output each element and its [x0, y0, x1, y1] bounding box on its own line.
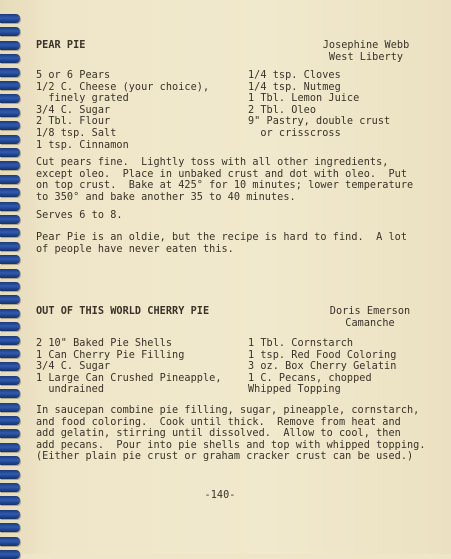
- binding-ring: [0, 175, 20, 184]
- ingredient: 2 Tbl. Oleo: [248, 104, 317, 116]
- ingredient: 1 Large Can Crushed Pineapple,: [36, 372, 222, 384]
- binding-ring: [0, 282, 20, 291]
- binding-ring: [0, 108, 20, 117]
- binding-ring: [0, 403, 20, 412]
- ingredient: 2 Tbl. Flour: [36, 116, 111, 128]
- binding-ring: [0, 68, 20, 77]
- binding-ring: [0, 41, 20, 50]
- binding-ring: [0, 269, 20, 278]
- recipe-author: Josephine Webb: [322, 40, 410, 51]
- binding-ring: [0, 376, 20, 385]
- ingredient: 1/4 tsp. Cloves: [248, 70, 341, 81]
- binding-ring: [0, 188, 20, 197]
- binding-ring: [0, 215, 20, 224]
- binding-ring: [0, 429, 20, 438]
- direction-line: In saucepan combine pie filling, sugar, pineapple, cornstarch,: [36, 405, 420, 416]
- binding-ring: [0, 228, 20, 237]
- ingredient: 1/4 tsp. Nutmeg: [248, 81, 341, 93]
- binding-ring: [0, 416, 20, 425]
- direction-line: on top crust. Bake at 425° for 10 minutes; lower temperature: [36, 180, 414, 192]
- binding-ring: [0, 523, 20, 532]
- binding-ring: [0, 242, 20, 251]
- ingredient: 1 tsp. Red Food Coloring: [248, 349, 397, 361]
- direction-line: to 350° and bake another 35 to 40 minutes.: [36, 191, 296, 203]
- page-number: -140-: [204, 490, 236, 501]
- binding-ring: [0, 81, 20, 90]
- ingredient: 1 C. Pecans, chopped: [248, 372, 372, 384]
- binding-ring: [0, 54, 20, 63]
- binding-ring: [0, 309, 20, 318]
- ingredient: 3/4 C. Sugar: [36, 104, 111, 116]
- binding-ring: [0, 389, 20, 398]
- note-line: of people have never eaten this.: [36, 243, 234, 255]
- binding-ring: [0, 443, 20, 452]
- ingredient: or crisscross: [248, 128, 341, 139]
- binding-ring: [0, 255, 20, 264]
- ingredient: 3 oz. Box Cherry Gelatin: [248, 361, 397, 373]
- binding-ring: [0, 135, 20, 144]
- ingredient: 1/2 C. Cheese (your choice),: [36, 81, 210, 93]
- recipe-title: OUT OF THIS WORLD CHERRY PIE: [36, 306, 210, 317]
- binding-ring: [0, 483, 20, 492]
- ingredient: 9" Pastry, double crust: [248, 116, 391, 128]
- recipe-author: Doris Emerson: [329, 306, 411, 317]
- ingredient: 1 Can Cherry Pie Filling: [36, 349, 185, 361]
- direction-line: add gelatin, stirring until dissolved. Allow to cool, then: [36, 428, 401, 440]
- recipe-serves: Serves 6 to 8.: [36, 210, 123, 221]
- binding-ring: [0, 295, 20, 304]
- recipe-location: West Liberty: [328, 51, 404, 63]
- binding-ring: [0, 161, 20, 170]
- binding-ring: [0, 121, 20, 130]
- binding-ring: [0, 94, 20, 103]
- direction-line: (Either plain pie crust or graham cracker crust can be used.): [36, 451, 414, 463]
- binding-ring: [0, 496, 20, 505]
- binding-ring: [0, 202, 20, 211]
- binding-ring: [0, 148, 20, 157]
- binding-ring: [0, 349, 20, 358]
- binding-ring: [0, 322, 20, 331]
- ingredient: 2 10" Baked Pie Shells: [36, 338, 173, 349]
- ingredient: 1 Tbl. Cornstarch: [248, 338, 354, 349]
- ingredient: 1/8 tsp. Salt: [36, 128, 117, 139]
- ingredient: Whipped Topping: [248, 384, 341, 396]
- direction-line: Cut pears fine. Lightly toss with all other ingredients,: [36, 157, 389, 168]
- binding-ring: [0, 27, 20, 36]
- spiral-binding: [0, 0, 22, 554]
- note-line: Pear Pie is an oldie, but the recipe is hard to find. A lot: [36, 232, 408, 243]
- binding-ring: [0, 550, 20, 559]
- direction-line: add pecans. Pour into pie shells and top with whipped topping.: [36, 439, 426, 451]
- binding-ring: [0, 14, 20, 23]
- binding-ring: [0, 470, 20, 479]
- recipe-location: Camanche: [345, 317, 395, 329]
- ingredient: undrained: [36, 384, 105, 396]
- ingredient: 3/4 C. Sugar: [36, 361, 111, 373]
- binding-ring: [0, 336, 20, 345]
- direction-line: except oleo. Place in unbaked crust and dot with oleo. Put: [36, 168, 408, 180]
- direction-line: and food coloring. Cook until thick. Remove from heat and: [36, 416, 401, 428]
- binding-ring: [0, 456, 20, 465]
- ingredient: 1 tsp. Cinnamon: [36, 139, 129, 151]
- binding-ring: [0, 362, 20, 371]
- binding-ring: [0, 537, 20, 546]
- ingredient: finely grated: [36, 93, 129, 105]
- ingredient: 1 Tbl. Lemon Juice: [248, 93, 360, 105]
- ingredient: 5 or 6 Pears: [36, 70, 111, 81]
- recipe-title: PEAR PIE: [36, 40, 86, 51]
- binding-ring: [0, 510, 20, 519]
